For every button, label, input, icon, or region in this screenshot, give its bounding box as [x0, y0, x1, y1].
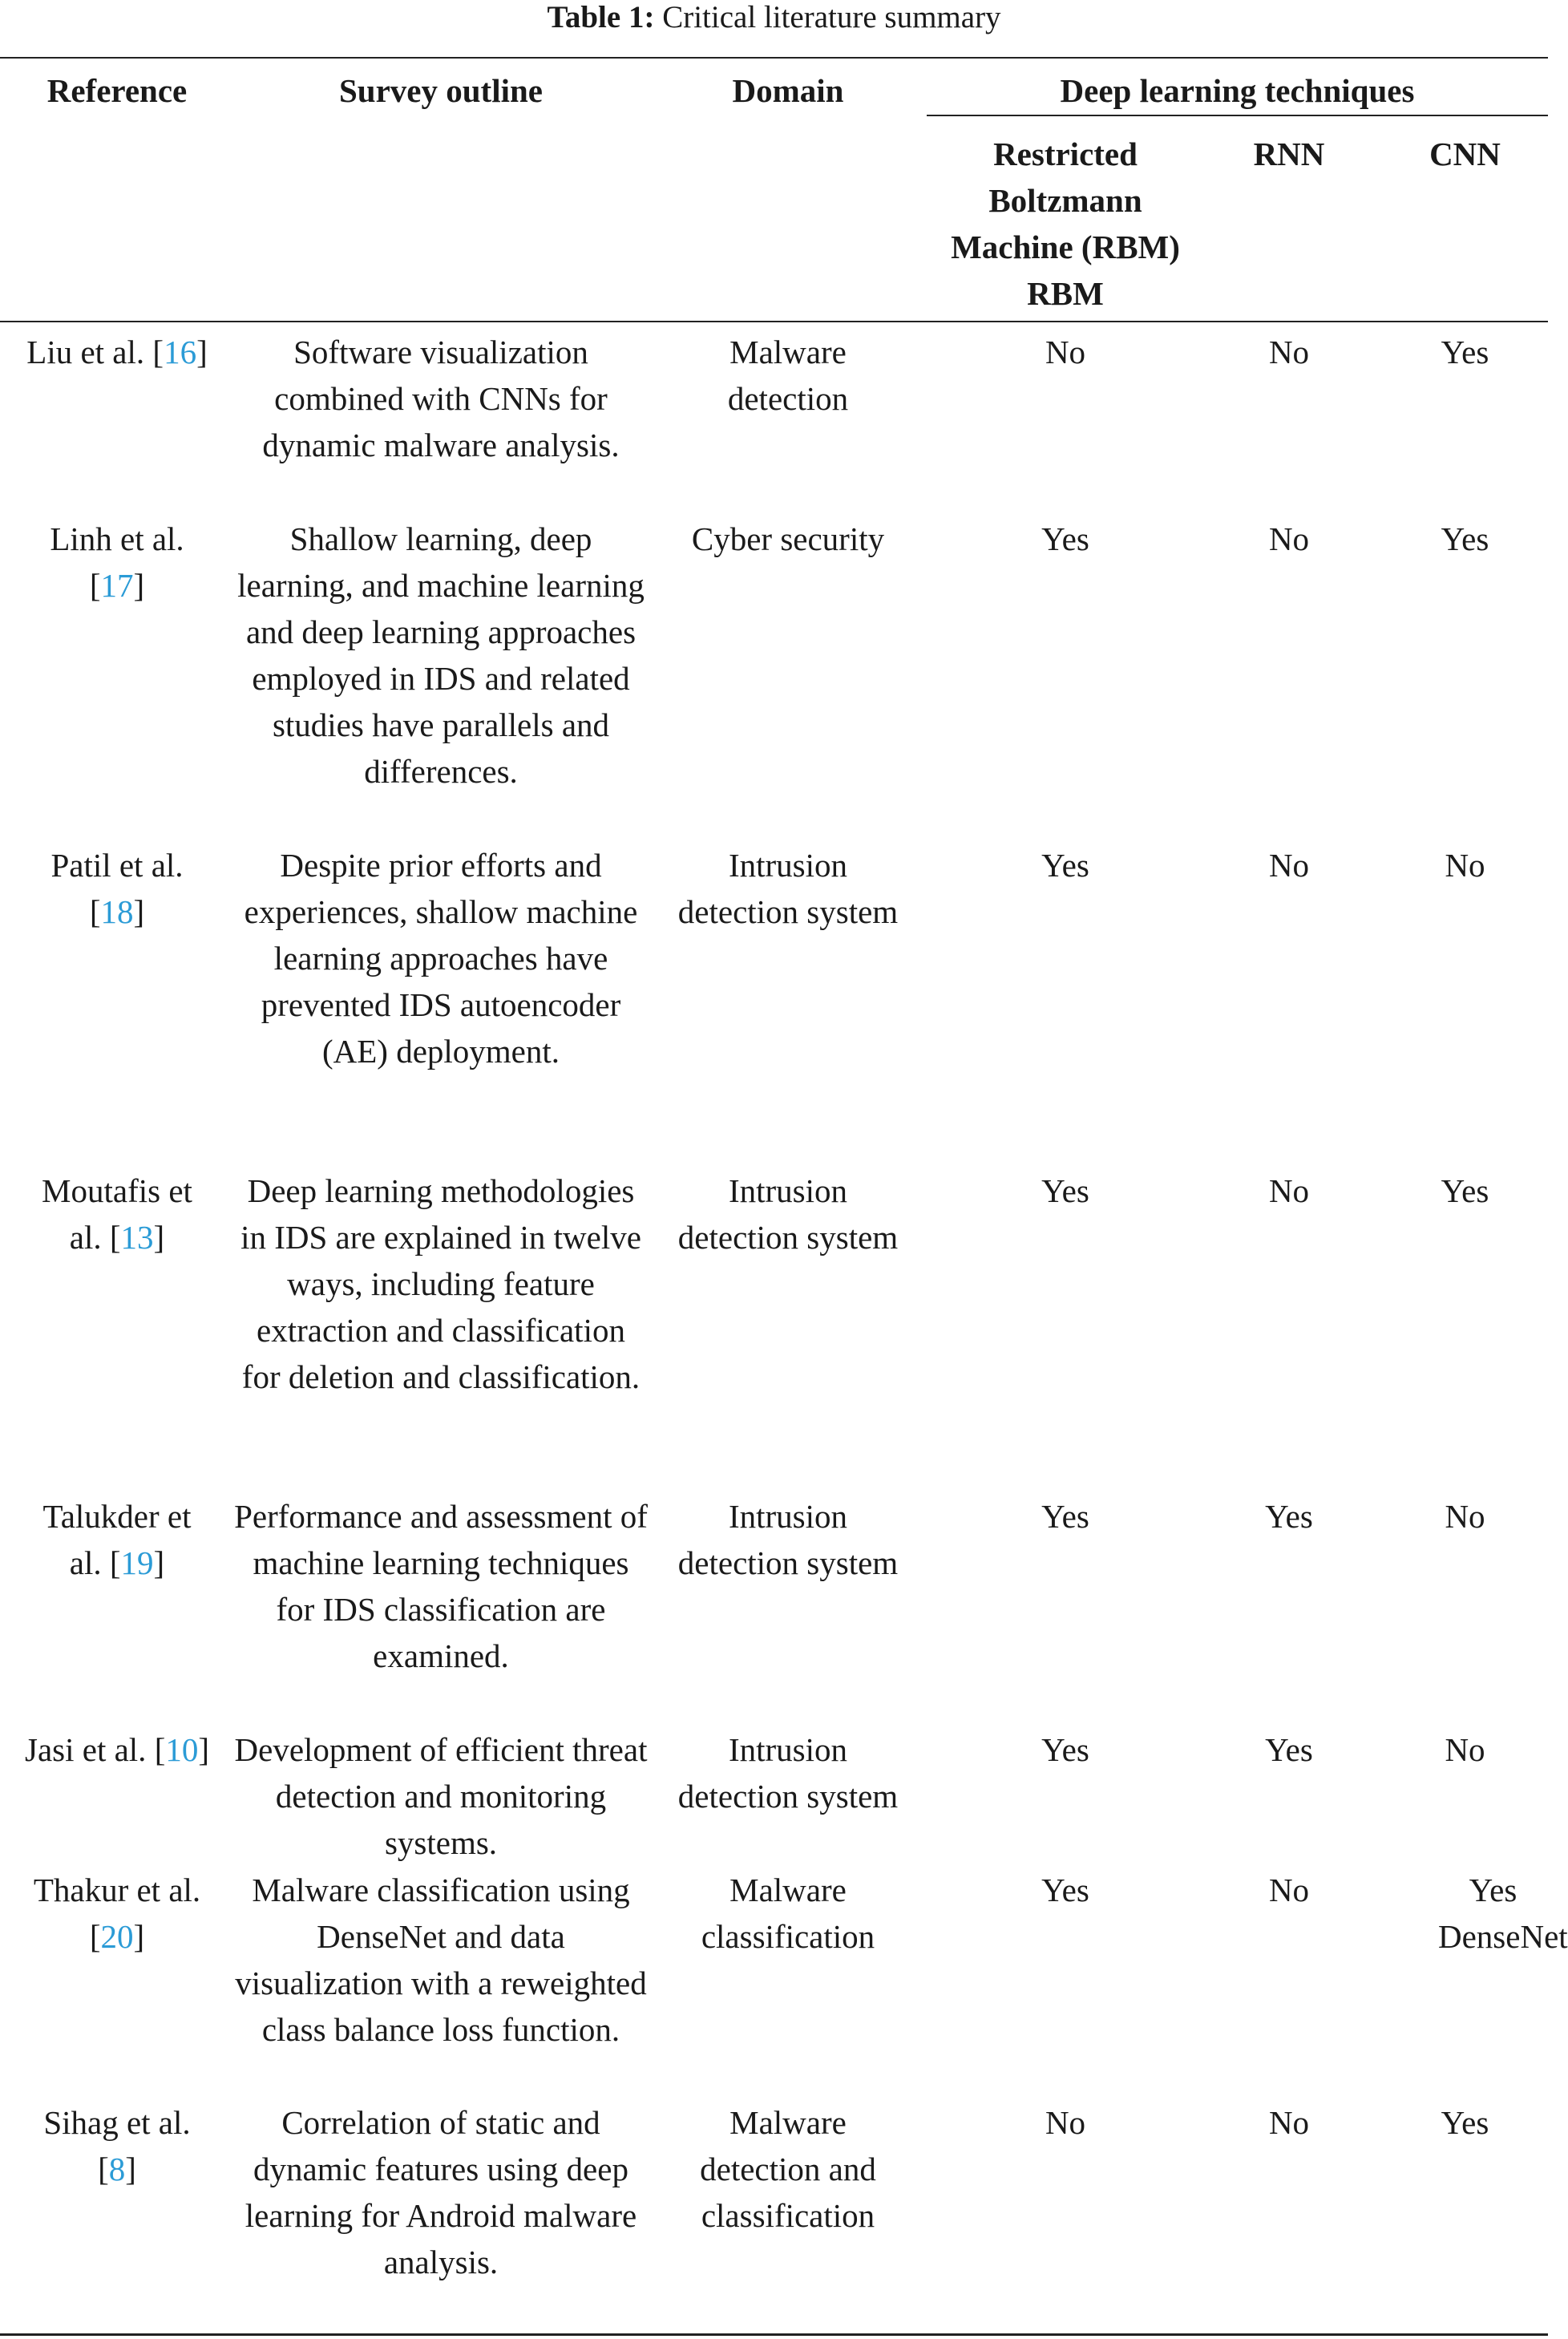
author-name: Liu et al. — [26, 334, 145, 370]
header-survey-outline: Survey outline — [339, 72, 543, 109]
bottom-rule — [0, 2333, 1548, 2336]
rnn-cell: No — [1268, 520, 1310, 557]
cnn-cell: Yes — [1441, 520, 1489, 557]
author-name: Linh et al. — [50, 520, 184, 557]
reference-cell: Sihag et al. [8] — [43, 2104, 191, 2187]
top-rule — [0, 57, 1548, 59]
cnn-cell: Yes — [1441, 334, 1489, 370]
citation-link[interactable]: 19 — [120, 1544, 154, 1581]
survey-cell: Software visualization combined with CNNs for dynamic malware analysis. — [262, 334, 620, 463]
rnn-cell: No — [1268, 1172, 1310, 1209]
domain-cell: Intrusion detection system — [677, 847, 899, 930]
rbm-cell: Yes — [1041, 1172, 1089, 1209]
table-caption-label: Table 1: — [547, 0, 655, 34]
rbm-cell: Yes — [1041, 1872, 1089, 1908]
header-rule — [0, 321, 1548, 322]
rnn-cell: No — [1268, 334, 1310, 370]
survey-cell: Deep learning methodologies in IDS are explained in twelve ways, including feature extraction and classification for deletion and classification. — [240, 1172, 641, 1395]
cnn-cell: No — [1445, 1731, 1485, 1768]
cnn-cell: No — [1445, 1498, 1485, 1535]
header-domain: Domain — [732, 72, 844, 109]
rbm-cell: No — [1045, 2104, 1086, 2141]
author-name: Patil et al. — [51, 847, 184, 884]
reference-cell: Talukder et al. [19] — [42, 1498, 192, 1581]
reference-cell: Linh et al. [17] — [50, 520, 184, 604]
table-caption-text: Critical literature summary — [654, 0, 1001, 34]
cnn-cell: No — [1445, 847, 1485, 884]
survey-cell: Despite prior efforts and experiences, shallow machine learning approaches have prevented IDS autoencoder (AE) deployment. — [244, 847, 638, 1070]
citation-link[interactable]: 18 — [100, 893, 134, 930]
citation-link[interactable]: 17 — [100, 567, 134, 604]
group-subrule — [927, 115, 1548, 116]
cnn-cell: Yes — [1441, 1172, 1489, 1209]
survey-cell: Performance and assessment of machine learning techniques for IDS classification are examined. — [234, 1498, 648, 1674]
domain-cell: Intrusion detection system — [677, 1731, 899, 1815]
author-name: Moutafis et al. — [42, 1172, 192, 1256]
header-rbm: Restricted Boltzmann Machine (RBM) RBM — [951, 136, 1180, 312]
survey-cell: Correlation of static and dynamic features using deep learning for Android malware analysis. — [244, 2104, 637, 2280]
cnn-cell: Yes — [1441, 2104, 1489, 2141]
survey-cell: Shallow learning, deep learning, and machine learning and deep learning approaches employed in IDS and related studies have parallels and differences. — [237, 520, 645, 790]
rnn-cell: No — [1268, 2104, 1310, 2141]
rbm-cell: Yes — [1041, 847, 1089, 884]
rnn-cell: Yes — [1265, 1498, 1313, 1535]
header-rnn: RNN — [1253, 136, 1325, 172]
rbm-cell: Yes — [1041, 1731, 1089, 1768]
rbm-cell: Yes — [1041, 520, 1089, 557]
survey-cell: Development of efficient threat detection and monitoring systems. — [234, 1731, 648, 1861]
reference-cell: Jasi et al. [10] — [25, 1731, 209, 1768]
rnn-cell: No — [1268, 847, 1310, 884]
domain-cell: Malware detection — [727, 334, 849, 417]
citation-link[interactable]: 20 — [100, 1918, 134, 1955]
author-name: Talukder et al. — [42, 1498, 192, 1581]
citation-link[interactable]: 16 — [164, 334, 197, 370]
reference-cell: Patil et al. [18] — [51, 847, 184, 930]
domain-cell: Cyber security — [691, 520, 885, 557]
author-name: Sihag et al. — [43, 2104, 191, 2141]
reference-cell: Thakur et al. [20] — [33, 1872, 201, 1955]
header-cnn: CNN — [1429, 136, 1501, 172]
rnn-cell: Yes — [1265, 1731, 1313, 1768]
rbm-cell: No — [1045, 334, 1086, 370]
domain-cell: Intrusion detection system — [677, 1498, 899, 1581]
reference-cell: Liu et al. [16] — [26, 334, 208, 370]
rbm-cell: Yes — [1041, 1498, 1089, 1535]
author-name: Thakur et al. — [33, 1872, 201, 1908]
citation-link[interactable]: 8 — [108, 2151, 126, 2187]
table-caption — [0, 0, 1548, 35]
header-reference: Reference — [46, 72, 188, 109]
citation-link[interactable]: 10 — [165, 1731, 199, 1768]
cnn-cell: Yes DenseNet — [1438, 1872, 1568, 1955]
domain-cell: Malware classification — [701, 1872, 875, 1955]
rnn-cell: No — [1268, 1872, 1310, 1908]
survey-cell: Malware classification using DenseNet and data visualization with a reweighted class balance loss function. — [235, 1872, 647, 2048]
domain-cell: Intrusion detection system — [677, 1172, 899, 1256]
citation-link[interactable]: 13 — [120, 1219, 154, 1256]
reference-cell: Moutafis et al. [13] — [42, 1172, 192, 1256]
author-name: Jasi et al. — [25, 1731, 147, 1768]
domain-cell: Malware detection and classification — [700, 2104, 876, 2234]
header-deep-learning-techniques: Deep learning techniques — [1060, 72, 1415, 109]
